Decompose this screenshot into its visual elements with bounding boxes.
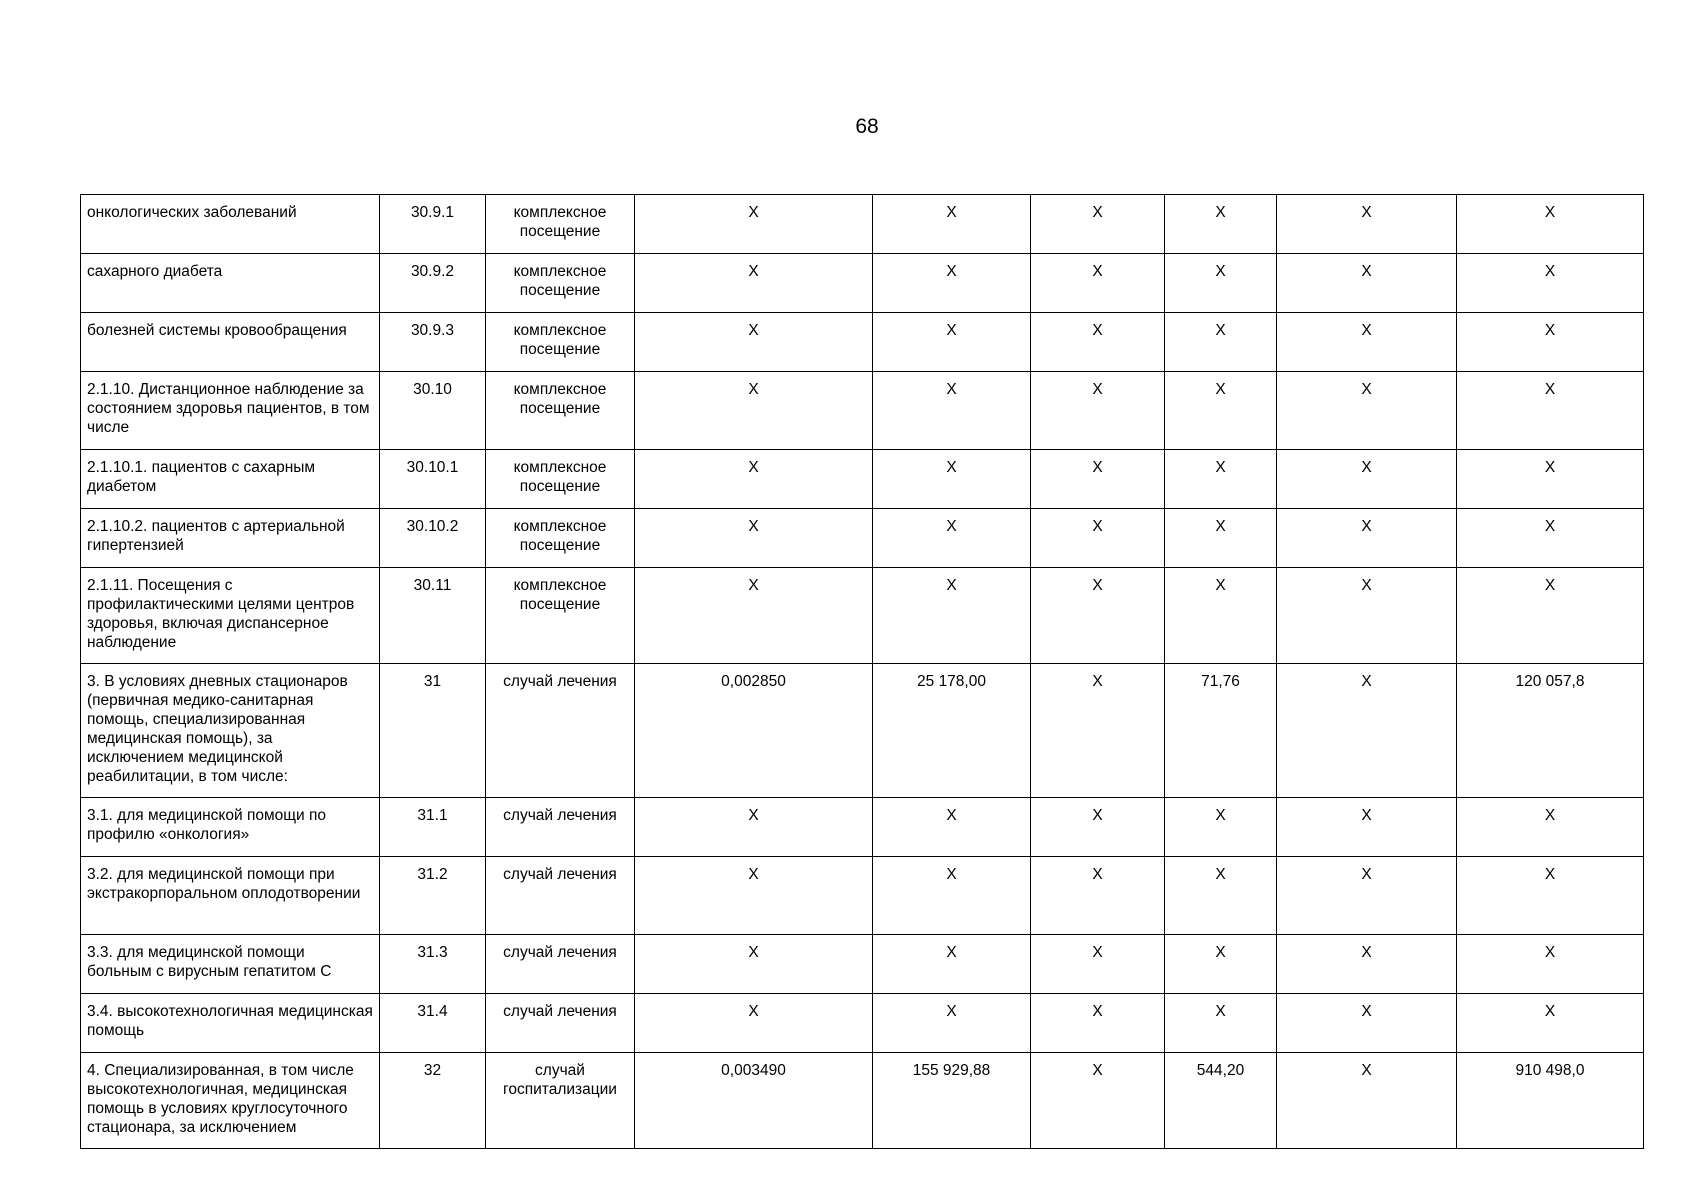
row-value6-cell: X bbox=[1457, 372, 1644, 450]
row-value1-cell: X bbox=[635, 994, 873, 1053]
row-value1-cell: X bbox=[635, 857, 873, 935]
row-name-cell: 3. В условиях дневных стационаров (первичная медико-санитарная помощь, специализированная медицинская помощь), за исключением медицинской реабилитации, в том числе: bbox=[81, 664, 380, 798]
row-value2-cell: 155 929,88 bbox=[873, 1053, 1031, 1149]
row-value4-cell: X bbox=[1165, 857, 1277, 935]
row-name-cell: онкологических заболеваний bbox=[81, 195, 380, 254]
row-unit-cell: случай лечения bbox=[486, 664, 635, 798]
row-value6-cell: X bbox=[1457, 568, 1644, 664]
row-value5-cell: X bbox=[1277, 935, 1457, 994]
row-name-cell: 2.1.10. Дистанционное наблюдение за состоянием здоровья пациентов, в том числе bbox=[81, 372, 380, 450]
row-value2-cell: X bbox=[873, 935, 1031, 994]
row-value3-cell: X bbox=[1031, 313, 1165, 372]
row-value6-cell: X bbox=[1457, 450, 1644, 509]
row-value2-cell: X bbox=[873, 568, 1031, 664]
row-name-cell: 3.1. для медицинской помощи по профилю «онкология» bbox=[81, 798, 380, 857]
row-code-cell: 30.9.1 bbox=[380, 195, 486, 254]
row-name-cell: сахарного диабета bbox=[81, 254, 380, 313]
row-value5-cell: X bbox=[1277, 450, 1457, 509]
row-value1-cell: 0,003490 bbox=[635, 1053, 873, 1149]
row-unit-cell: случай лечения bbox=[486, 857, 635, 935]
row-value3-cell: X bbox=[1031, 857, 1165, 935]
row-unit-cell: комплексное посещение bbox=[486, 509, 635, 568]
row-value2-cell: X bbox=[873, 195, 1031, 254]
row-value3-cell: X bbox=[1031, 450, 1165, 509]
row-value5-cell: X bbox=[1277, 798, 1457, 857]
row-value5-cell: X bbox=[1277, 994, 1457, 1053]
row-value4-cell: X bbox=[1165, 372, 1277, 450]
row-code-cell: 31.1 bbox=[380, 798, 486, 857]
row-name-cell: 2.1.11. Посещения с профилактическими целями центров здоровья, включая диспансерное наблюдение bbox=[81, 568, 380, 664]
row-unit-cell: комплексное посещение bbox=[486, 313, 635, 372]
row-unit-cell: случай лечения bbox=[486, 935, 635, 994]
row-value2-cell: X bbox=[873, 450, 1031, 509]
row-code-cell: 31.2 bbox=[380, 857, 486, 935]
table-row bbox=[81, 1053, 1644, 1149]
row-value4-cell: 71,76 bbox=[1165, 664, 1277, 798]
row-value1-cell: 0,002850 bbox=[635, 664, 873, 798]
row-code-cell: 30.9.2 bbox=[380, 254, 486, 313]
row-unit-cell: случай лечения bbox=[486, 798, 635, 857]
row-value4-cell: X bbox=[1165, 798, 1277, 857]
row-value3-cell: X bbox=[1031, 798, 1165, 857]
row-value1-cell: X bbox=[635, 798, 873, 857]
row-value6-cell: X bbox=[1457, 509, 1644, 568]
row-value5-cell: X bbox=[1277, 313, 1457, 372]
table-row bbox=[81, 798, 1644, 857]
row-code-cell: 32 bbox=[380, 1053, 486, 1149]
row-value6-cell: 910 498,0 bbox=[1457, 1053, 1644, 1149]
row-unit-cell: случай госпитализации bbox=[486, 1053, 635, 1149]
row-code-cell: 30.10.2 bbox=[380, 509, 486, 568]
table-body bbox=[81, 195, 1644, 1149]
row-value2-cell: 25 178,00 bbox=[873, 664, 1031, 798]
row-value1-cell: X bbox=[635, 313, 873, 372]
page-number: 68 bbox=[855, 115, 879, 138]
row-value1-cell: X bbox=[635, 935, 873, 994]
row-value2-cell: X bbox=[873, 313, 1031, 372]
row-value3-cell: X bbox=[1031, 664, 1165, 798]
row-unit-cell: случай лечения bbox=[486, 994, 635, 1053]
row-unit-cell: комплексное посещение bbox=[486, 568, 635, 664]
row-value6-cell: X bbox=[1457, 254, 1644, 313]
row-value4-cell: X bbox=[1165, 195, 1277, 254]
row-value6-cell: X bbox=[1457, 798, 1644, 857]
row-unit-cell: комплексное посещение bbox=[486, 195, 635, 254]
row-value3-cell: X bbox=[1031, 372, 1165, 450]
row-name-cell: 3.3. для медицинской помощи больным с вирусным гепатитом С bbox=[81, 935, 380, 994]
row-unit-cell: комплексное посещение bbox=[486, 450, 635, 509]
row-value3-cell: X bbox=[1031, 994, 1165, 1053]
row-name-cell: 3.4. высокотехнологичная медицинская помощь bbox=[81, 994, 380, 1053]
row-value4-cell: X bbox=[1165, 509, 1277, 568]
row-value1-cell: X bbox=[635, 568, 873, 664]
row-value1-cell: X bbox=[635, 195, 873, 254]
table-row bbox=[81, 372, 1644, 450]
row-value2-cell: X bbox=[873, 254, 1031, 313]
row-value3-cell: X bbox=[1031, 1053, 1165, 1149]
row-value3-cell: X bbox=[1031, 509, 1165, 568]
row-value5-cell: X bbox=[1277, 568, 1457, 664]
row-value6-cell: X bbox=[1457, 994, 1644, 1053]
data-table bbox=[80, 194, 1644, 1149]
row-value3-cell: X bbox=[1031, 195, 1165, 254]
row-value4-cell: X bbox=[1165, 994, 1277, 1053]
row-value6-cell: 120 057,8 bbox=[1457, 664, 1644, 798]
row-code-cell: 31.3 bbox=[380, 935, 486, 994]
row-code-cell: 30.11 bbox=[380, 568, 486, 664]
row-value5-cell: X bbox=[1277, 195, 1457, 254]
row-value3-cell: X bbox=[1031, 935, 1165, 994]
row-value2-cell: X bbox=[873, 798, 1031, 857]
row-value2-cell: X bbox=[873, 994, 1031, 1053]
table-row bbox=[81, 994, 1644, 1053]
row-code-cell: 31.4 bbox=[380, 994, 486, 1053]
row-name-cell: 4. Специализированная, в том числе высокотехнологичная, медицинская помощь в условиях круглосуточного стационара, за исключением bbox=[81, 1053, 380, 1149]
row-value4-cell: X bbox=[1165, 313, 1277, 372]
row-value4-cell: 544,20 bbox=[1165, 1053, 1277, 1149]
row-unit-cell: комплексное посещение bbox=[486, 372, 635, 450]
row-value5-cell: X bbox=[1277, 509, 1457, 568]
row-value3-cell: X bbox=[1031, 568, 1165, 664]
table-row bbox=[81, 195, 1644, 254]
row-value6-cell: X bbox=[1457, 935, 1644, 994]
row-value1-cell: X bbox=[635, 254, 873, 313]
row-value4-cell: X bbox=[1165, 254, 1277, 313]
row-code-cell: 31 bbox=[380, 664, 486, 798]
row-value4-cell: X bbox=[1165, 935, 1277, 994]
row-name-cell: 2.1.10.1. пациентов с сахарным диабетом bbox=[81, 450, 380, 509]
table-row bbox=[81, 450, 1644, 509]
row-value6-cell: X bbox=[1457, 857, 1644, 935]
row-value6-cell: X bbox=[1457, 195, 1644, 254]
row-value1-cell: X bbox=[635, 509, 873, 568]
row-value5-cell: X bbox=[1277, 857, 1457, 935]
row-value4-cell: X bbox=[1165, 568, 1277, 664]
row-value5-cell: X bbox=[1277, 254, 1457, 313]
row-value2-cell: X bbox=[873, 372, 1031, 450]
table-row bbox=[81, 568, 1644, 664]
table-row bbox=[81, 935, 1644, 994]
row-name-cell: 2.1.10.2. пациентов с артериальной гипертензией bbox=[81, 509, 380, 568]
row-value1-cell: X bbox=[635, 450, 873, 509]
row-value4-cell: X bbox=[1165, 450, 1277, 509]
row-value5-cell: X bbox=[1277, 372, 1457, 450]
row-value5-cell: X bbox=[1277, 1053, 1457, 1149]
table-row bbox=[81, 313, 1644, 372]
row-code-cell: 30.10.1 bbox=[380, 450, 486, 509]
row-code-cell: 30.9.3 bbox=[380, 313, 486, 372]
row-value2-cell: X bbox=[873, 857, 1031, 935]
row-unit-cell: комплексное посещение bbox=[486, 254, 635, 313]
table-row bbox=[81, 254, 1644, 313]
row-value5-cell: X bbox=[1277, 664, 1457, 798]
row-value2-cell: X bbox=[873, 509, 1031, 568]
table-row bbox=[81, 664, 1644, 798]
row-value3-cell: X bbox=[1031, 254, 1165, 313]
row-value6-cell: X bbox=[1457, 313, 1644, 372]
row-code-cell: 30.10 bbox=[380, 372, 486, 450]
table-row bbox=[81, 509, 1644, 568]
row-value1-cell: X bbox=[635, 372, 873, 450]
table-row bbox=[81, 857, 1644, 935]
row-name-cell: болезней системы кровообращения bbox=[81, 313, 380, 372]
row-name-cell: 3.2. для медицинской помощи при экстракорпоральном оплодотворении bbox=[81, 857, 380, 935]
